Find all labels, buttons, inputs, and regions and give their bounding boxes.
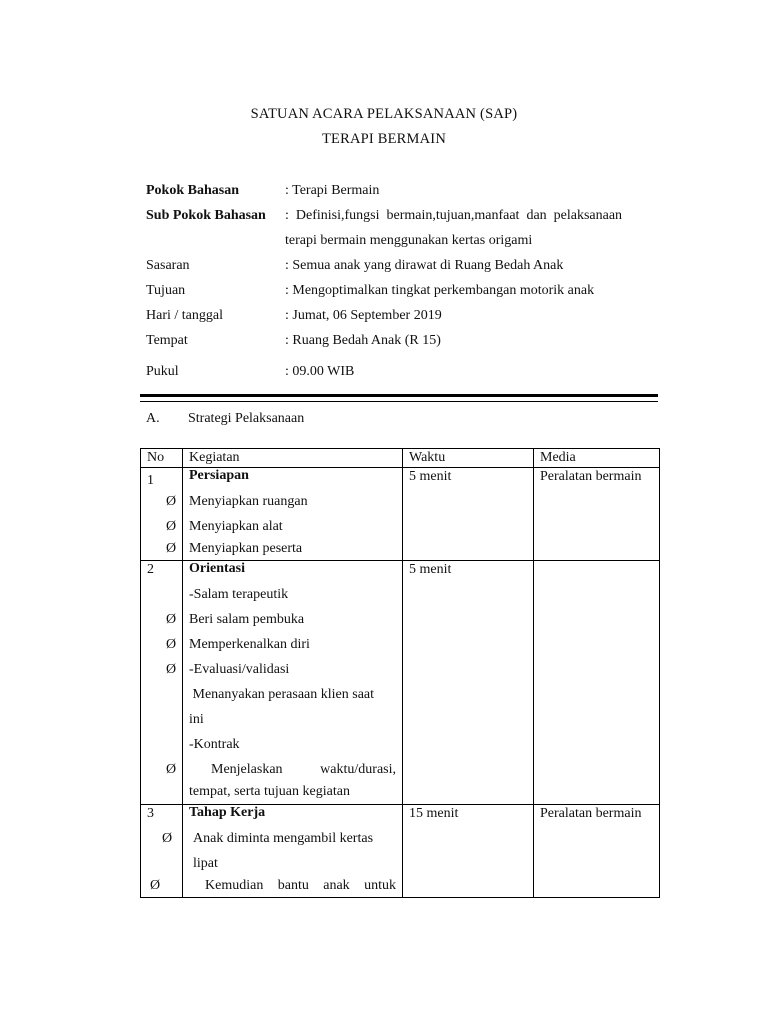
- sub-value-line2: terapi bermain menggunakan kertas origami: [285, 233, 533, 248]
- pukul-value: : 09.00 WIB: [285, 364, 355, 379]
- header-kegiatan: Kegiatan: [183, 449, 403, 468]
- bullet-icon: Ø: [166, 541, 177, 556]
- list-item: Ø Kemudian bantu anak untuk: [189, 876, 402, 894]
- sub-value-line1: : Definisi,fungsi bermain,tujuan,manfaat dan pelaksanaan: [285, 208, 623, 223]
- list-item: Ø -Evaluasi/validasi: [189, 657, 402, 682]
- row1-media: Peralatan bermain: [534, 468, 660, 561]
- pokok-value: : Terapi Bermain: [285, 183, 380, 198]
- row2-media: [534, 561, 660, 805]
- page-subtitle: TERAPI BERMAIN: [321, 131, 447, 147]
- row1-waktu: 5 menit: [403, 468, 534, 561]
- section-letter: A.: [146, 411, 160, 426]
- row1-no: 1: [141, 468, 183, 561]
- row3-waktu: 15 menit: [403, 805, 534, 898]
- row2-waktu: 5 menit: [403, 561, 534, 805]
- row3-media: Peralatan bermain: [534, 805, 660, 898]
- list-item: Ø Memperkenalkan diri: [189, 632, 402, 657]
- table-row: [141, 468, 660, 561]
- row2-line9: tempat, serta tujuan kegiatan: [189, 784, 350, 799]
- list-item: Ø Menyiapkan peserta: [189, 539, 402, 557]
- row2-kegiatan: [166, 561, 403, 805]
- list-item: Ø Beri salam pembuka: [189, 607, 402, 632]
- list-item: Ø Anak diminta mengambil kertas: [189, 826, 402, 851]
- header-no: No: [141, 449, 183, 468]
- row3-title: Tahap Kerja: [189, 805, 266, 820]
- divider-thick: [140, 394, 658, 397]
- page-title: SATUAN ACARA PELAKSANAAN (SAP): [250, 106, 518, 122]
- row2-line7: -Kontrak: [189, 737, 240, 752]
- tempat-label: Tempat: [146, 333, 188, 348]
- list-item: Ø Menyiapkan alat: [189, 515, 402, 540]
- row1-title: Persiapan: [189, 468, 249, 483]
- row2-line1: -Salam terapeutik: [189, 587, 289, 602]
- row2-line5: Menanyakan perasaan klien saat: [189, 687, 375, 702]
- tujuan-value: : Mengoptimalkan tingkat perkembangan motorik anak: [285, 283, 595, 298]
- row3-kegiatan: [150, 805, 403, 898]
- bullet-icon: Ø: [166, 662, 177, 677]
- bullet-icon: Ø: [166, 637, 177, 652]
- pukul-label: Pukul: [146, 364, 179, 379]
- tujuan-label: Tujuan: [146, 283, 186, 298]
- sasaran-label: Sasaran: [146, 258, 190, 273]
- sasaran-value: : Semua anak yang dirawat di Ruang Bedah Anak: [285, 258, 564, 273]
- bullet-icon: Ø: [166, 762, 177, 777]
- hari-value: : Jumat, 06 September 2019: [285, 308, 442, 323]
- row2-line6: ini: [189, 712, 204, 727]
- section-title: Strategi Pelaksanaan: [188, 411, 305, 426]
- bullet-icon: Ø: [166, 612, 177, 627]
- row2-title: Orientasi: [189, 561, 245, 576]
- row1-kegiatan: [166, 468, 403, 561]
- table-row: [141, 561, 660, 805]
- list-item: Ø Menjelaskan waktu/durasi,: [189, 757, 402, 782]
- strategy-table: [140, 448, 660, 898]
- divider-thin: [140, 401, 658, 402]
- table-row: [141, 805, 660, 898]
- row3-no: 3: [141, 805, 183, 898]
- bullet-icon: Ø: [166, 494, 177, 509]
- header-waktu: Waktu: [403, 449, 534, 468]
- bullet-icon: Ø: [150, 878, 161, 893]
- tempat-value: : Ruang Bedah Anak (R 15): [285, 333, 441, 348]
- hari-label: Hari / tanggal: [146, 308, 223, 323]
- row3-line2: lipat: [193, 856, 218, 871]
- sub-label: Sub Pokok Bahasan: [146, 208, 266, 223]
- table-header-row: [141, 449, 660, 468]
- bullet-icon: Ø: [162, 831, 173, 846]
- list-item: Ø Menyiapkan ruangan: [189, 490, 402, 515]
- pokok-label: Pokok Bahasan: [146, 183, 239, 198]
- header-media: Media: [534, 449, 660, 468]
- row2-no: 2: [141, 561, 183, 805]
- bullet-icon: Ø: [166, 518, 177, 534]
